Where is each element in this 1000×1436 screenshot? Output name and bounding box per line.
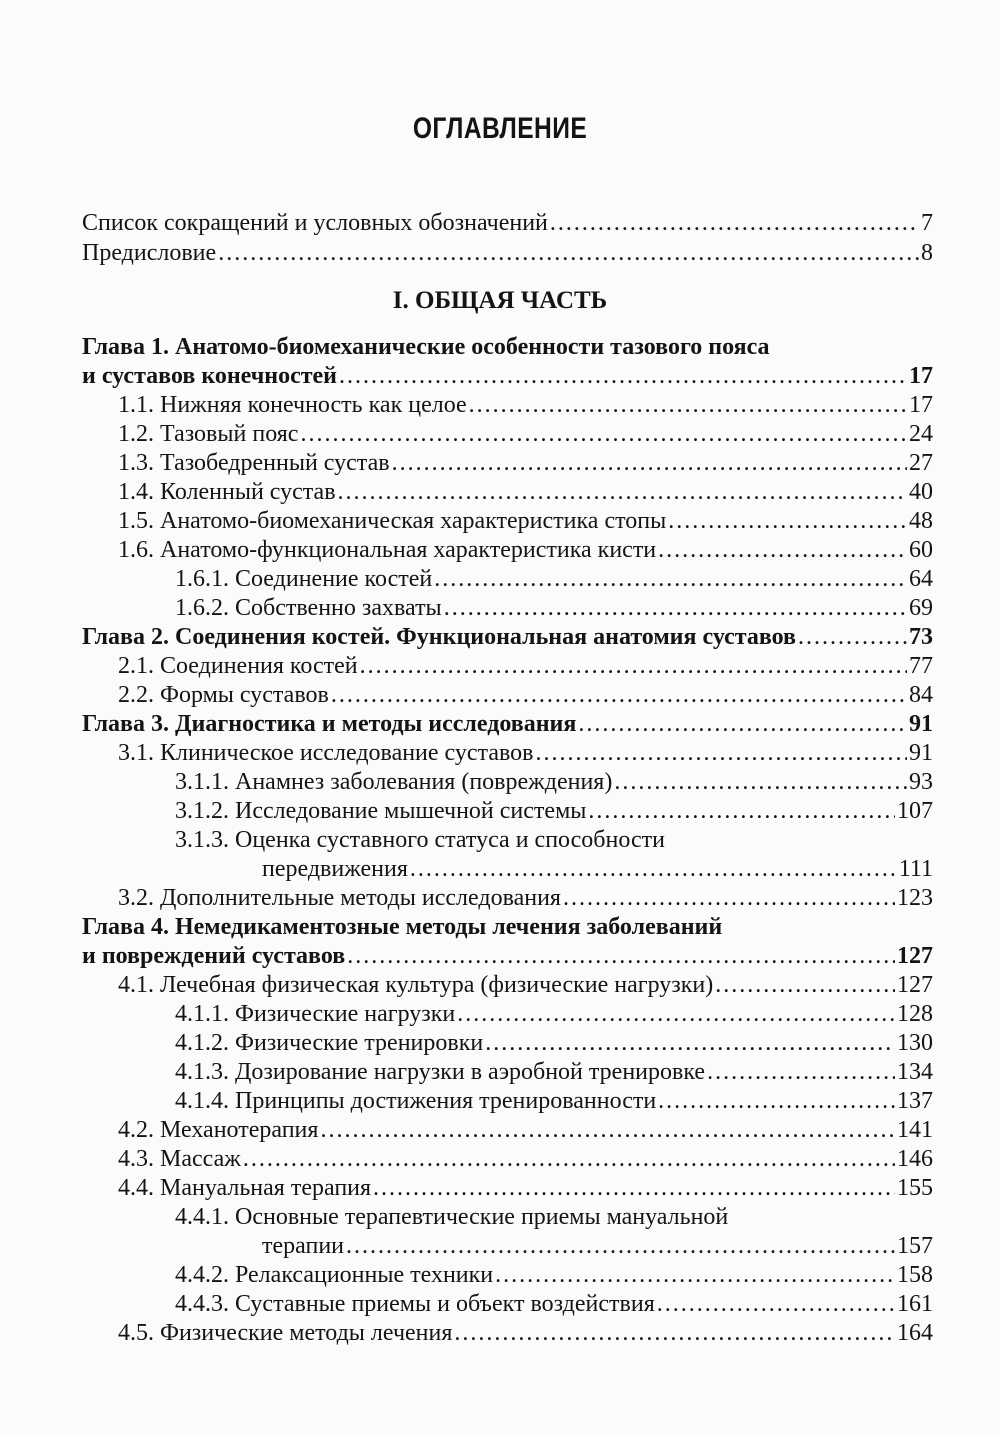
toc-entry-label: терапии [262,1233,345,1259]
toc-entry-label: 4.1.2. Физические тренировки [175,1030,484,1056]
toc-section-3-2[interactable] [118,883,933,913]
leader-dots [243,1144,895,1174]
toc-page-number: 40 [909,479,933,505]
toc-section-1-5[interactable] [118,506,933,536]
toc-page-number: 8 [921,240,933,266]
toc-entry-label: 4.4. Мануальная терапия [118,1175,372,1201]
leader-dots [373,1173,895,1203]
toc-subsection-4-4-2[interactable] [175,1260,933,1290]
toc-entry-label: 1.1. Нижняя конечность как целое [118,392,467,418]
leader-dots [658,535,907,565]
toc-subsection-3-1-3-line1[interactable]: 3.1.3. Оценка суставного статуса и способности [175,827,665,853]
leader-dots [798,622,907,652]
leader-dots [457,999,895,1029]
toc-entry-label: Список сокращений и условных обозначений [82,210,548,236]
leader-dots [347,941,895,971]
toc-entry-label: 3.1.1. Анамнез заболевания (повреждения) [175,769,613,795]
toc-entry-label: 4.2. Механотерапия [118,1117,319,1143]
toc-entry-preface[interactable] [82,238,933,268]
toc-section-2-2[interactable] [118,680,933,710]
toc-chapter-4-line1[interactable]: Глава 4. Немедикаментозные методы лечения заболеваний [82,914,723,940]
toc-page-number: 161 [897,1291,933,1317]
toc-page-number: 77 [909,653,933,679]
toc-page-number: 107 [897,798,933,824]
toc-page-number: 128 [897,1001,933,1027]
toc-page-number: 134 [897,1059,933,1085]
toc-page-number: 64 [909,566,933,592]
toc-page-number: 17 [909,363,933,389]
toc-section-4-5[interactable] [118,1318,933,1348]
toc-page-number: 123 [897,885,933,911]
leader-dots [563,883,895,913]
toc-entry-label: 4.1.1. Физические нагрузки [175,1001,456,1027]
leader-dots [339,361,907,391]
toc-entry-label: 1.2. Тазовый пояс [118,421,299,447]
leader-dots [495,1260,895,1290]
toc-entry-label: Глава 3. Диагностика и методы исследования [82,711,577,737]
toc-entry-label: 4.3. Массаж [118,1146,241,1172]
toc-page-number: 158 [897,1262,933,1288]
leader-dots [550,208,919,238]
toc-subsection-3-1-1[interactable] [175,767,933,797]
toc-entry-label: 1.6.1. Соединение костей [175,566,433,592]
toc-section-4-2[interactable] [118,1115,933,1145]
toc-entry-label: 4.1.3. Дозирование нагрузки в аэробной тренировке [175,1059,706,1085]
leader-dots [658,1086,895,1116]
toc-entry-label: 1.6. Анатомо-функциональная характеристика кисти [118,537,657,563]
toc-entry-label: 4.1.4. Принципы достижения тренированности [175,1088,657,1114]
toc-section-4-3[interactable] [118,1144,933,1174]
toc-entry-label: 3.2. Дополнительные методы исследования [118,885,561,911]
page-title: ОГЛАВЛЕНИЕ [412,112,588,145]
leader-dots [331,680,907,710]
toc-entry-label: 4.5. Физические методы лечения [118,1320,453,1346]
leader-dots [218,238,919,268]
toc-subsection-4-4-1[interactable] [262,1231,933,1261]
toc-chapter-3[interactable] [82,709,933,739]
toc-entry-label: 4.4.2. Релаксационные техники [175,1262,494,1288]
toc-page-number: 141 [897,1117,933,1143]
toc-entry-label: 3.1. Клиническое исследование суставов [118,740,534,766]
toc-entry-label: 1.3. Тазобедренный сустав [118,450,390,476]
toc-page-number: 157 [897,1233,933,1259]
toc-subsection-3-1-2[interactable] [175,796,933,826]
toc-chapter-1[interactable] [82,361,933,391]
toc-entry-label: 1.6.2. Собственно захваты [175,595,442,621]
toc-section-2-1[interactable] [118,651,933,681]
toc-entry-label: 3.1.2. Исследование мышечной системы [175,798,587,824]
toc-page-number: 69 [909,595,933,621]
toc-subsection-1-6-2[interactable] [175,593,933,623]
toc-page-number: 73 [909,624,933,650]
leader-dots [578,709,907,739]
toc-entry-label: 1.5. Анатомо-биомеханическая характеристика стопы [118,508,667,534]
toc-entry-label: Предисловие [82,240,217,266]
toc-page-number: 146 [897,1146,933,1172]
toc-entry-label: и повреждений суставов [82,943,346,969]
toc-entry-label: 2.1. Соединения костей [118,653,358,679]
toc-section-1-2[interactable] [118,419,933,449]
toc-subsection-3-1-3[interactable] [262,854,933,884]
toc-section-1-4[interactable] [118,477,933,507]
toc-page-number: 84 [909,682,933,708]
toc-page-number: 127 [897,972,933,998]
toc-entry-abbreviations[interactable] [82,208,933,238]
toc-entry-label: 2.2. Формы суставов [118,682,329,708]
leader-dots [300,419,907,449]
toc-subsection-1-6-1[interactable] [175,564,933,594]
toc-page-number: 17 [909,392,933,418]
leader-dots [588,796,895,826]
toc-page-number: 24 [909,421,933,447]
leader-dots [360,651,907,681]
toc-page-number: 60 [909,537,933,563]
leader-dots [614,767,907,797]
leader-dots [410,854,897,884]
toc-subsection-4-1-3[interactable] [175,1057,933,1087]
leader-dots [338,477,907,507]
toc-page-number: 164 [897,1320,933,1346]
leader-dots [657,1289,895,1319]
toc-subsection-4-1-2[interactable] [175,1028,933,1058]
leader-dots [434,564,907,594]
toc-page-number: 91 [909,740,933,766]
toc-section-1-6[interactable] [118,535,933,565]
leader-dots [715,970,895,1000]
toc-entry-label: 4.4.3. Суставные приемы и объект воздействия [175,1291,655,1317]
toc-subsection-4-1-4[interactable] [175,1086,933,1116]
leader-dots [485,1028,895,1058]
toc-page-number: 48 [909,508,933,534]
toc-section-1-3[interactable] [118,448,933,478]
toc-entry-label: передвижения [262,856,408,882]
toc-page-number: 27 [909,450,933,476]
toc-page-number: 7 [921,210,933,236]
toc-page-number: 155 [897,1175,933,1201]
toc-section-4-4[interactable] [118,1173,933,1203]
toc-section-1-1[interactable] [118,390,933,420]
leader-dots [320,1115,895,1145]
leader-dots [707,1057,895,1087]
toc-section-4-1[interactable] [118,970,933,1000]
toc-section-3-1[interactable] [118,738,933,768]
toc-page-number: 137 [897,1088,933,1114]
toc-chapter-4[interactable] [82,941,933,971]
toc-chapter-1-line1[interactable]: Глава 1. Анатомо-биомеханические особенности тазового пояса [82,334,770,360]
leader-dots [392,448,907,478]
leader-dots [469,390,907,420]
toc-entry-label: и суставов конечностей [82,363,337,389]
leader-dots [346,1231,895,1261]
toc-entry-label: Глава 2. Соединения костей. Функциональная анатомия суставов [82,624,796,650]
toc-page-number: 127 [897,943,933,969]
toc-page-number: 93 [909,769,933,795]
toc-page-number: 130 [897,1030,933,1056]
toc-entry-label: 4.1. Лечебная физическая культура (физические нагрузки) [118,972,714,998]
toc-subsection-4-1-1[interactable] [175,999,933,1029]
toc-subsection-4-4-1-line1[interactable]: 4.4.1. Основные терапевтические приемы мануальной [175,1204,729,1230]
leader-dots [454,1318,895,1348]
toc-chapter-2[interactable] [82,622,933,652]
toc-subsection-4-4-3[interactable] [175,1289,933,1319]
leader-dots [444,593,907,623]
part-title: I. ОБЩАЯ ЧАСТЬ [392,287,608,314]
leader-dots [668,506,907,536]
toc-page-number: 91 [909,711,933,737]
leader-dots [535,738,907,768]
toc-entry-label: 1.4. Коленный сустав [118,479,336,505]
toc-page-number: 111 [898,856,933,882]
